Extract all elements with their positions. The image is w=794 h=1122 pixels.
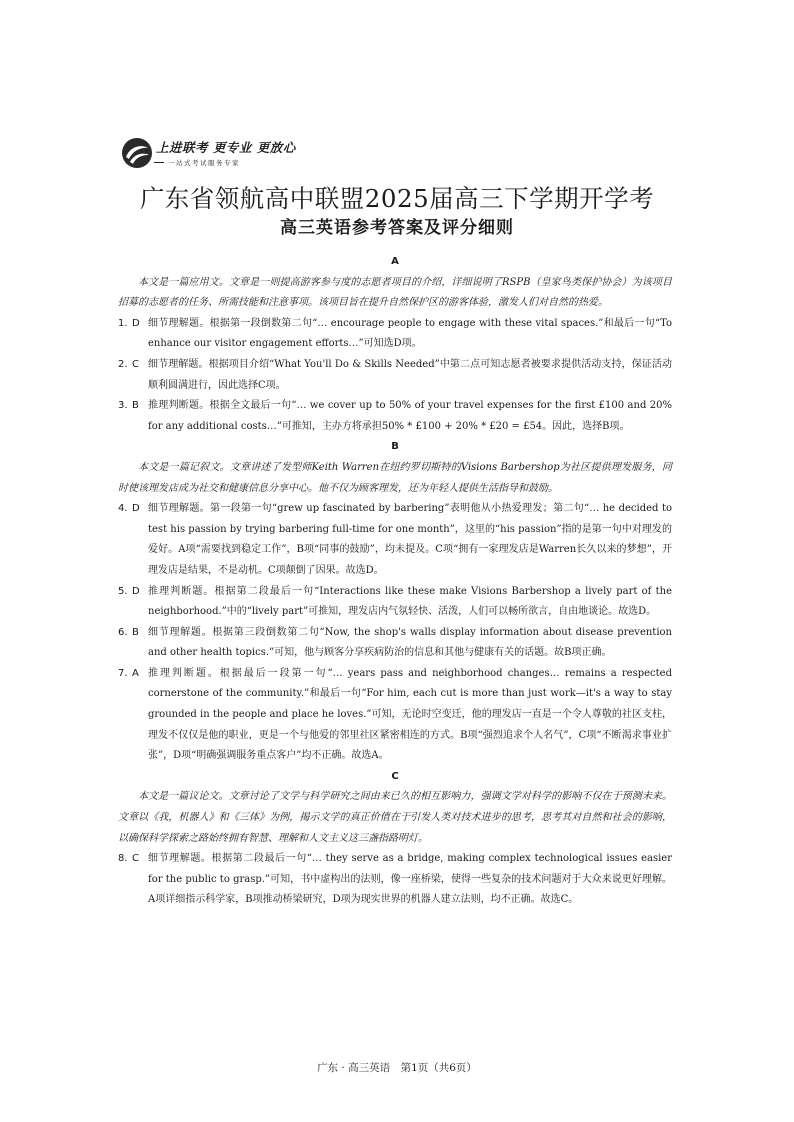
question-item xyxy=(118,664,672,767)
section-intro: 本文是一篇记叙文。文章讲述了发型师Keith Warren在纽约罗切斯特的Visions Barbershop为社区提供理发服务，同时使该理发店成为社交和健康信息分享中心。他不仅为顾客理发，还为年轻人提供生活指导和鼓励。 xyxy=(118,461,672,494)
logo-mark-icon xyxy=(120,136,154,170)
question-answer: B xyxy=(132,400,139,412)
question-explanation: 细节理解题。根据项目介绍“What You'll Do & Skills Needed”中第二点可知志愿者被要求提供活动支持，保证活动顺利圆满进行，因此选择C项。 xyxy=(148,358,672,391)
page-title: 广东省领航高中联盟2025届高三下学期开学考 xyxy=(139,184,655,213)
question-item xyxy=(118,849,672,911)
question-answer: A xyxy=(132,667,139,679)
question-number: 3. xyxy=(118,400,128,412)
section-b xyxy=(118,437,672,767)
question-number: 4. xyxy=(118,503,128,515)
question-item xyxy=(118,396,672,437)
question-explanation: 细节理解题。根据第三段倒数第二句“Now, the shop's walls display information about disease prevention and other health topics.”可知，他与顾客分享疾病防治的信息和其他与健康有关的话题。故B项正确。 xyxy=(148,626,672,659)
question-item xyxy=(118,355,672,396)
question-explanation: 细节理解题。第一段第一句“grew up fascinated by barbering”表明他从小热爱理发；第二句“… he decided to test his passion by trying barbering full-time for one month”，这里的“his passion”指的是第一句中对理发的爱好。A项“需要找到稳定工作”，B项“同事的鼓励”，均未提及。C项“拥有一家理发店是Warren长久以来的梦想”，开理发店是结果，不是动机。C项颠倒了因果。故选D。 xyxy=(148,503,672,576)
question-number: 5. xyxy=(118,585,128,597)
question-item xyxy=(118,623,672,664)
question-answer: D xyxy=(132,503,140,515)
logo-sub-slogan: 一站式考试服务专家 xyxy=(168,159,240,167)
question-explanation: 推理判断题。根据第二段最后一句“Interactions like these make Visions Barbershop a lively part of the neighborhood.”中的“lively part”可推知，理发店内气氛轻快、活泼，人们可以畅所欲言，自由地谈论。故选D。 xyxy=(148,585,672,618)
question-explanation: 推理判断题。根据全文最后一句“… we cover up to 50% of your travel expenses for the first £100 and 20% for any additional costs…”可推知，主办方将承担50% * £100 + 20% * £20 = £54。因此，选择B项。 xyxy=(148,400,672,432)
page-footer: 广东 · 高三英语 第1页（共6页） xyxy=(317,1062,477,1074)
question-answer: B xyxy=(132,626,139,638)
page-subtitle: 高三英语参考答案及评分细则 xyxy=(280,218,514,238)
question-number: 7. xyxy=(118,667,128,679)
question-answer: C xyxy=(132,853,139,865)
section-letter: C xyxy=(391,770,399,782)
question-item xyxy=(118,314,672,355)
question-number: 8. xyxy=(118,853,128,865)
logo-slogan: 上进联考 更专业 更放心 xyxy=(156,140,296,155)
question-number: 6. xyxy=(118,626,128,638)
question-explanation: 细节理解题。根据第二段最后一句“… they serve as a bridge, making complex technological issues easier for the public to grasp.”可知，书中虚构出的法则，像一座桥梁，使得一些复杂的技术问题对于大众来说更好理解。A项详细指示科学家，B项推动桥梁研究，D项为现实世界的机器人建立法则，均不正确。故选C。 xyxy=(148,853,672,906)
section-intro: 本文是一篇应用文。文章是一则提高游客参与度的志愿者项目的介绍，详细说明了RSPB（皇家鸟类保护协会）为该项目招募的志愿者的任务、所需技能和注意事项。该项目旨在提升自然保护区的游客体验，激发人们对自然的热爱。 xyxy=(118,276,672,309)
question-answer: D xyxy=(132,317,140,329)
answer-content xyxy=(118,252,672,911)
question-number: 2. xyxy=(118,358,128,370)
logo xyxy=(120,136,320,172)
question-item xyxy=(118,582,672,623)
question-explanation: 细节理解题。根据第一段倒数第二句“… encourage people to engage with these vital spaces.”和最后一句“To enhance our visitor engagement efforts…”可知选D项。 xyxy=(148,317,672,350)
section-letter: B xyxy=(391,441,399,453)
question-answer: C xyxy=(132,358,139,370)
question-item xyxy=(118,499,672,581)
question-number: 1. xyxy=(118,317,128,329)
section-intro: 本文是一篇议论文。文章讨论了文学与科学研究之间由来已久的相互影响力，强调文学对科学的影响不仅在于预测未来。文章以《我，机器人》和《三体》为例，揭示文学的真正价值在于引发人类对技术进步的思考，思考其对自然和社会的影响，以确保科学探索之路始终拥有智慧、理解和人文主义这三盏指路明灯。 xyxy=(118,791,672,844)
question-answer: D xyxy=(132,585,140,597)
section-a xyxy=(118,252,672,437)
section-c xyxy=(118,767,672,911)
section-letter: A xyxy=(391,256,399,267)
question-explanation: 推理判断题。根据最后一段第一句“… years pass and neighborhood changes… remains a respected cornerstone of the community.”和最后一句“For him, each cut is more than just work—it's a way to stay grounded in the people and place he loves.”可知，无论时空变迁，他的理发店一直是一个令人尊敬的社区支柱，理发不仅仅是他的职业，更是一个与他爱的邻里社区紧密相连的方式。B项“强烈追求个人名气”，C项“不断渴求事业扩张”，D项“明确强调服务重点客户”均不正确。故选A。 xyxy=(148,667,672,762)
